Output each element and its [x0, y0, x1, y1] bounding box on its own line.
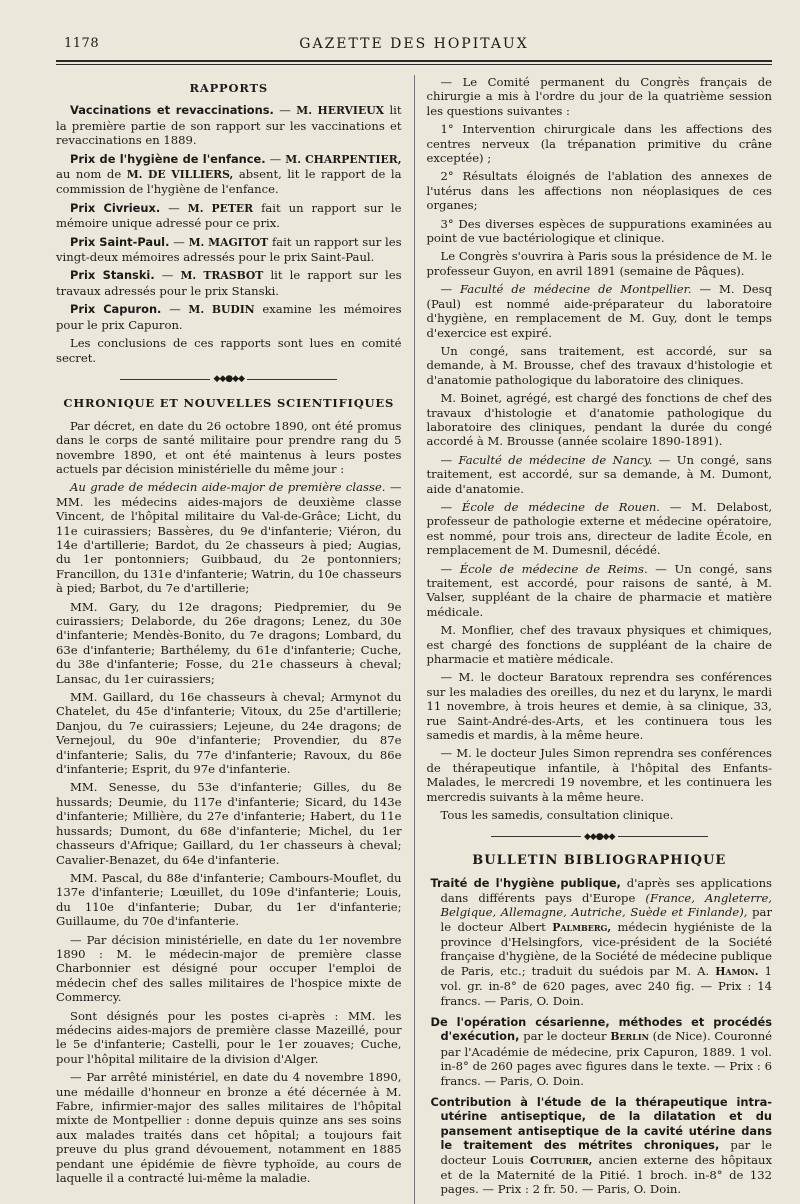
news-paragraph: M. Boinet, agrégé, est chargé des fonctions de chef des travaux d'histologie et d'anatomie pathologique du laboratoire des cliniques, pendant la durée du congé accordé à M. Brousse (année scolaire 1890-1891). [426, 391, 772, 449]
report-stanski: Prix Stanski. — M. TRASBOT lit le rapport sur les travaux adressés pour le prix Stanski. [56, 268, 402, 298]
news-text: — M. Delabost, professeur de pathologie externe et médecine opératoire, est nommé, pour trois ans, directeur de ladite École, en remplacement de M. Dumesnil, décédé. [426, 499, 773, 558]
report-text: fait un rapport sur le mémoire unique adressé pour ce prix. [56, 200, 402, 231]
news-paragraph: — M. le docteur Jules Simon reprendra ses conférences de thérapeutique infantile, à l'hôpital des Enfants-Malades, le mercredi 19 novembre, et les continuera les mercredis suivants à la même heure. [426, 746, 772, 804]
report-author: M. BUDIN [188, 303, 255, 317]
biblio-text: ancien externe des hôpitaux et de la Maternité de la Pitié. 1 broch. in-8° de 132 pages. — Prix : 2 fr. 50. — Paris, O. Doin. [440, 1152, 773, 1197]
news-paragraph: — M. le docteur Baratoux reprendra ses conférences sur les maladies des oreilles, du nez et du larynx, le mardi 11 novembre, à trois heures et demie, à sa clinique, 33, rue Saint-André-des-Arts, et les continuera tous les samedis et mardis, à la même heure. [426, 670, 772, 743]
institution-name: Faculté de médecine de Montpellier. [460, 282, 692, 297]
biblio-entry [427, 1015, 773, 1088]
report-lead: Prix Saint-Paul. [70, 234, 170, 249]
columns [56, 75, 772, 1204]
institution-name: École de médecine de Reims. [459, 561, 648, 576]
report-vaccinations: Vaccinations et revaccinations. — M. HERVIEUX lit la première partie de son rapport sur les vaccinations et revaccinations en 1889. [56, 103, 402, 148]
report-lead: Prix Capuron. [70, 302, 162, 317]
news-paragraph: 1° Intervention chirurgicale dans les affections des centres nerveux (la trépanation primitive du crâne exceptée) ; [426, 122, 772, 166]
chronique-paragraph: — Par arrêté ministériel, en date du 4 novembre 1890, une médaille d'honneur en bronze a été décernée à M. Fabre, infirmier-major des salles militaires de l'hôpital mixte de Montpellier : donne depuis quinze ans ses soins aux malades traités dans cet hôpital; a toujours fait preuve du plus grand dévouement, notamment en 1885 pendant une épidémie de fièvre typhoïde, au cours de laquelle il a contracté lui-même la maladie. [56, 1070, 402, 1186]
report-lead: Prix de l'hygiène de l'enfance. [70, 151, 266, 166]
book-title: Contribution à l'étude de la thérapeutique intra-utérine antiseptique, de la dilatation et du pansement antiseptique de la cavité utérine dans le traitement des métrites chroniques, [430, 1095, 772, 1153]
news-paragraph: Le Congrès s'ouvrira à Paris sous la présidence de M. le professeur Guyon, en avril 1891 (semaine de Pâques). [426, 249, 772, 278]
biblio-text: d'après ses applications dans différents pays d'Europe [440, 876, 772, 905]
report-text: lit la première partie de son rapport sur les vaccinations et revaccinations en 1889. [56, 103, 402, 148]
grade-heading: Au grade de médecin aide-major de première classe. [70, 480, 386, 495]
news-paragraph: Tous les samedis, consultation clinique. [440, 808, 674, 823]
chronique-paragraph [56, 480, 402, 595]
report-author: M. PETER [187, 201, 254, 215]
biblio-heading: BULLETIN BIBLIOGRAPHIQUE [472, 852, 727, 868]
header-rule-thin [56, 64, 772, 65]
biblio-text: médecin hygiéniste de la province d'Helsingfors, vice-président de la Société française d'hygiène, de la Société de médecine publique de Paris, etc.; traduit du suédois par M. A. [440, 919, 773, 978]
news-paragraph: 2° Résultats éloignés de l'ablation des annexes de l'utérus dans les affections non néoplasiques de ces organes; [426, 169, 772, 213]
report-author: M. DE VILLIERS, [126, 168, 234, 182]
report-capuron: Prix Capuron. — M. BUDIN examine les mémoires pour le prix Capuron. [56, 302, 402, 332]
institution-name: École de médecine de Rouen. [461, 499, 660, 514]
rapports-heading: RAPPORTS [189, 81, 268, 95]
biblio-text: (de Nice). Couronné par l'Académie de médecine, prix Capuron, 1889. 1 vol. in-8° de 260 pages avec figures dans le texte. — Prix : 6 francs. — Paris, O. Doin. [440, 1029, 773, 1088]
book-title: Traité de l'hygiène publique, [430, 876, 621, 891]
report-lead: Vaccinations et revaccinations. [70, 103, 274, 118]
report-author: M. CHARPENTIER, [285, 152, 402, 166]
book-author: Berlin [610, 1030, 649, 1044]
report-text: au nom de [56, 167, 122, 182]
chronique-paragraph: MM. Gary, du 12e dragons; Piedpremier, du 9e cuirassiers; Delaborde, du 26e dragons; Lenez, du 30e d'infanterie; Mendès-Bonito, du 7e dragons; Lombard, du 63e d'infanterie; Barthélemy, du 61e d'infanterie; Cuche, du 38e d'infanterie; Fosse, du 21e chasseurs à cheval; Lansac, du 1er cuirassiers; [56, 599, 402, 686]
news-paragraph: — Faculté de médecine de Montpellier. — M. Desq (Paul) est nommé aide-préparateur du laboratoire d'hygiène, en remplacement de M. Guy, dont le temps d'exercice est expiré. [426, 282, 773, 340]
chronique-paragraph: Sont désignés pour les postes ci-après : MM. les médecins aides-majors de première classe Mazeillé, pour le 5e d'infanterie; Castelli, pour le 1er zouaves; Cuche, pour l'hôpital militaire de la division d'Alger. [56, 1008, 402, 1066]
news-paragraph: M. Monflier, chef des travaux physiques et chimiques, est chargé des fonctions de suppléant de la chaire de pharmacie et matière médicale. [426, 623, 772, 667]
chronique-paragraph: MM. Pascal, du 88e d'infanterie; Cambours-Mouflet, du 137e d'infanterie; Lœuillet, du 109e d'infanterie; Louis, du 110e d'infanterie; Dubar, du 1er d'infanterie; Guillaume, du 70e d'infanterie. [56, 870, 402, 929]
news-paragraph: Un congé, sans traitement, est accordé, sur sa demande, à M. Brousse, chef des travaux d'histologie et d'anatomie pathologique du laboratoire des cliniques. [426, 343, 772, 387]
news-paragraph: 3° Des diverses espèces de suppurations examinées au point de vue bactériologique et clinique. [426, 216, 772, 246]
report-conclusions: Les conclusions de ces rapports sont lues en comité secret. [56, 336, 402, 365]
report-text: examine les mémoires pour le prix Capuron. [56, 302, 402, 332]
report-saint-paul: Prix Saint-Paul. — M. MAGITOT fait un rapport sur les vingt-deux mémoires adressés pour le prix Saint-Paul. [56, 234, 402, 265]
report-author: M. TRASBOT [180, 269, 264, 283]
institution-name: Faculté de médecine de Nancy. [458, 452, 653, 467]
chronique-paragraph: — Par décision ministérielle, en date du 1er novembre 1890 : M. le médecin-major de première classe Charbonnier est désigné pour occuper l'emploi de médecin chef des salles militaires de l'hospice mixte de Commercy. [56, 932, 402, 1005]
news-paragraph: — École de médecine de Rouen. — M. Delabost, professeur de pathologie externe et médecine opératoire, est nommé, pour trois ans, directeur de ladite École, en remplacement de M. Dumesnil, décédé. [426, 499, 773, 558]
report-author: M. MAGITOT [188, 235, 269, 249]
report-civrieux: Prix Civrieux. — M. PETER fait un rapport sur le mémoire unique adressé pour ce prix. [56, 200, 402, 231]
left-column [56, 75, 414, 1204]
page-header [56, 34, 772, 60]
news-text: — Un congé, sans traitement, est accordé, pour raisons de santé, à M. Valser, suppléant de la chaire de pharmacie et matière médicale. [426, 561, 773, 619]
news-paragraph: — École de médecine de Reims. — Un congé, sans traitement, est accordé, pour raisons de santé, à M. Valser, suppléant de la chaire de pharmacie et matière médicale. [426, 561, 773, 619]
chronique-paragraph: MM. Senesse, du 53e d'infanterie; Gilles, du 8e hussards; Deumie, du 117e d'infanterie; Sicard, du 143e d'infanterie; Millière, du 27e d'infanterie; Habert, du 11e hussards; Dumont, du 68e d'infanterie; Michel, du 1er chasseurs d'Afrique; Gaillard, du 1er chasseurs à cheval; Cavalier-Benazet, du 64e d'infanterie. [56, 780, 402, 867]
report-text: absent, lit le rapport de la commission de l'hygiène de l'enfance. [56, 167, 402, 197]
book-title: De l'opération césarienne, méthodes et procédés d'exécution, [430, 1014, 772, 1044]
right-column [414, 75, 773, 1204]
news-text: — Un congé, sans traitement, est accordé, sur sa demande, à M. Dumont, aide d'anatomie. [426, 452, 773, 496]
promotion-list: — MM. les médecins aides-majors de deuxième classe Vincent, de l'hôpital militaire du Val-de-Grâce; Licht, du 11e cuirassiers; Bassères, du 9e d'infanterie; Viéron, du 14e d'artillerie; Bardot, du 2e chasseurs à pied; Augias, du 1er pontonniers; Guibbaud, du 2e pontonniers; Francillon, du 131e d'infanterie; Watrin, du 10e chasseurs à pied; Barbot, du 7e d'artillerie; [56, 480, 402, 596]
news-paragraph: — Faculté de médecine de Nancy. — Un congé, sans traitement, est accordé, sur sa demande, à M. Dumont, aide d'anatomie. [426, 452, 773, 496]
chronique-paragraph: Par décret, en date du 26 octobre 1890, ont été promus dans le corps de santé militaire pour prendre rang du 5 novembre 1890, et ont été maintenus à leurs postes actuels par décision ministérielle du même jour : [56, 418, 402, 476]
biblio-entry [427, 1095, 773, 1197]
section-separator: ◆◆●◆◆ [56, 372, 402, 386]
section-separator: ◆◆●◆◆ [427, 830, 773, 844]
report-lead: Prix Stanski. [70, 268, 155, 283]
biblio-entry [427, 876, 773, 1008]
chronique-heading: CHRONIQUE ET NOUVELLES SCIENTIFIQUES [63, 396, 395, 411]
page-number: 1178 [64, 36, 100, 51]
header-rule [56, 60, 772, 62]
book-author: Palmberg, [552, 920, 612, 934]
report-hygiene-enfance: Prix de l'hygiène de l'enfance. — M. CHARPENTIER, au nom de M. DE VILLIERS, absent, lit le rapport de la commission de l'hygiène de l'enfance. [56, 151, 402, 197]
report-text: fait un rapport sur les vingt-deux mémoires adressés pour le prix Saint-Paul. [56, 234, 402, 265]
book-author: Couturier, [530, 1153, 593, 1167]
biblio-countries: (France, Angleterre, Belgique, Allemagne, Autriche, Suède et Finlande), [440, 890, 772, 920]
news-text: — M. Desq (Paul) est nommé aide-préparateur du laboratoire d'hygiène, en remplacement de M. Guy, dont le temps d'exercice est expiré. [426, 282, 773, 340]
report-lead: Prix Civrieux. [70, 200, 161, 215]
chronique-paragraph: MM. Gaillard, du 16e chasseurs à cheval; Armynot du Chatelet, du 45e d'infanterie; Vitoux, du 25e d'artillerie; Danjou, du 7e cuirassiers; Lejeune, du 24e dragons; de Vernejoul, du 90e d'infanterie; Provendier, du 87e d'infanterie; Salis, du 77e d'infanterie; Ravoux, du 86e d'infanterie; Esprit, du 97e d'infanterie. [56, 690, 402, 777]
report-text: lit le rapport sur les travaux adressés pour le prix Stanski. [56, 268, 402, 298]
biblio-text: par le docteur [523, 1029, 607, 1044]
book-translator: Hamon. [715, 964, 759, 978]
biblio-text: 1 vol. gr. in-8° de 620 pages, avec 240 fig. — Prix : 14 francs. — Paris, O. Doin. [440, 963, 772, 1008]
biblio-text: par le docteur Louis [440, 1138, 772, 1167]
biblio-text: par le docteur Albert [440, 905, 772, 934]
report-author: M. HERVIEUX [296, 104, 384, 118]
journal-title: GAZETTE DES HOPITAUX [299, 36, 529, 52]
news-paragraph: — Le Comité permanent du Congrès français de chirurgie a mis à l'ordre du jour de la quatrième session les questions suivantes : [426, 75, 772, 118]
